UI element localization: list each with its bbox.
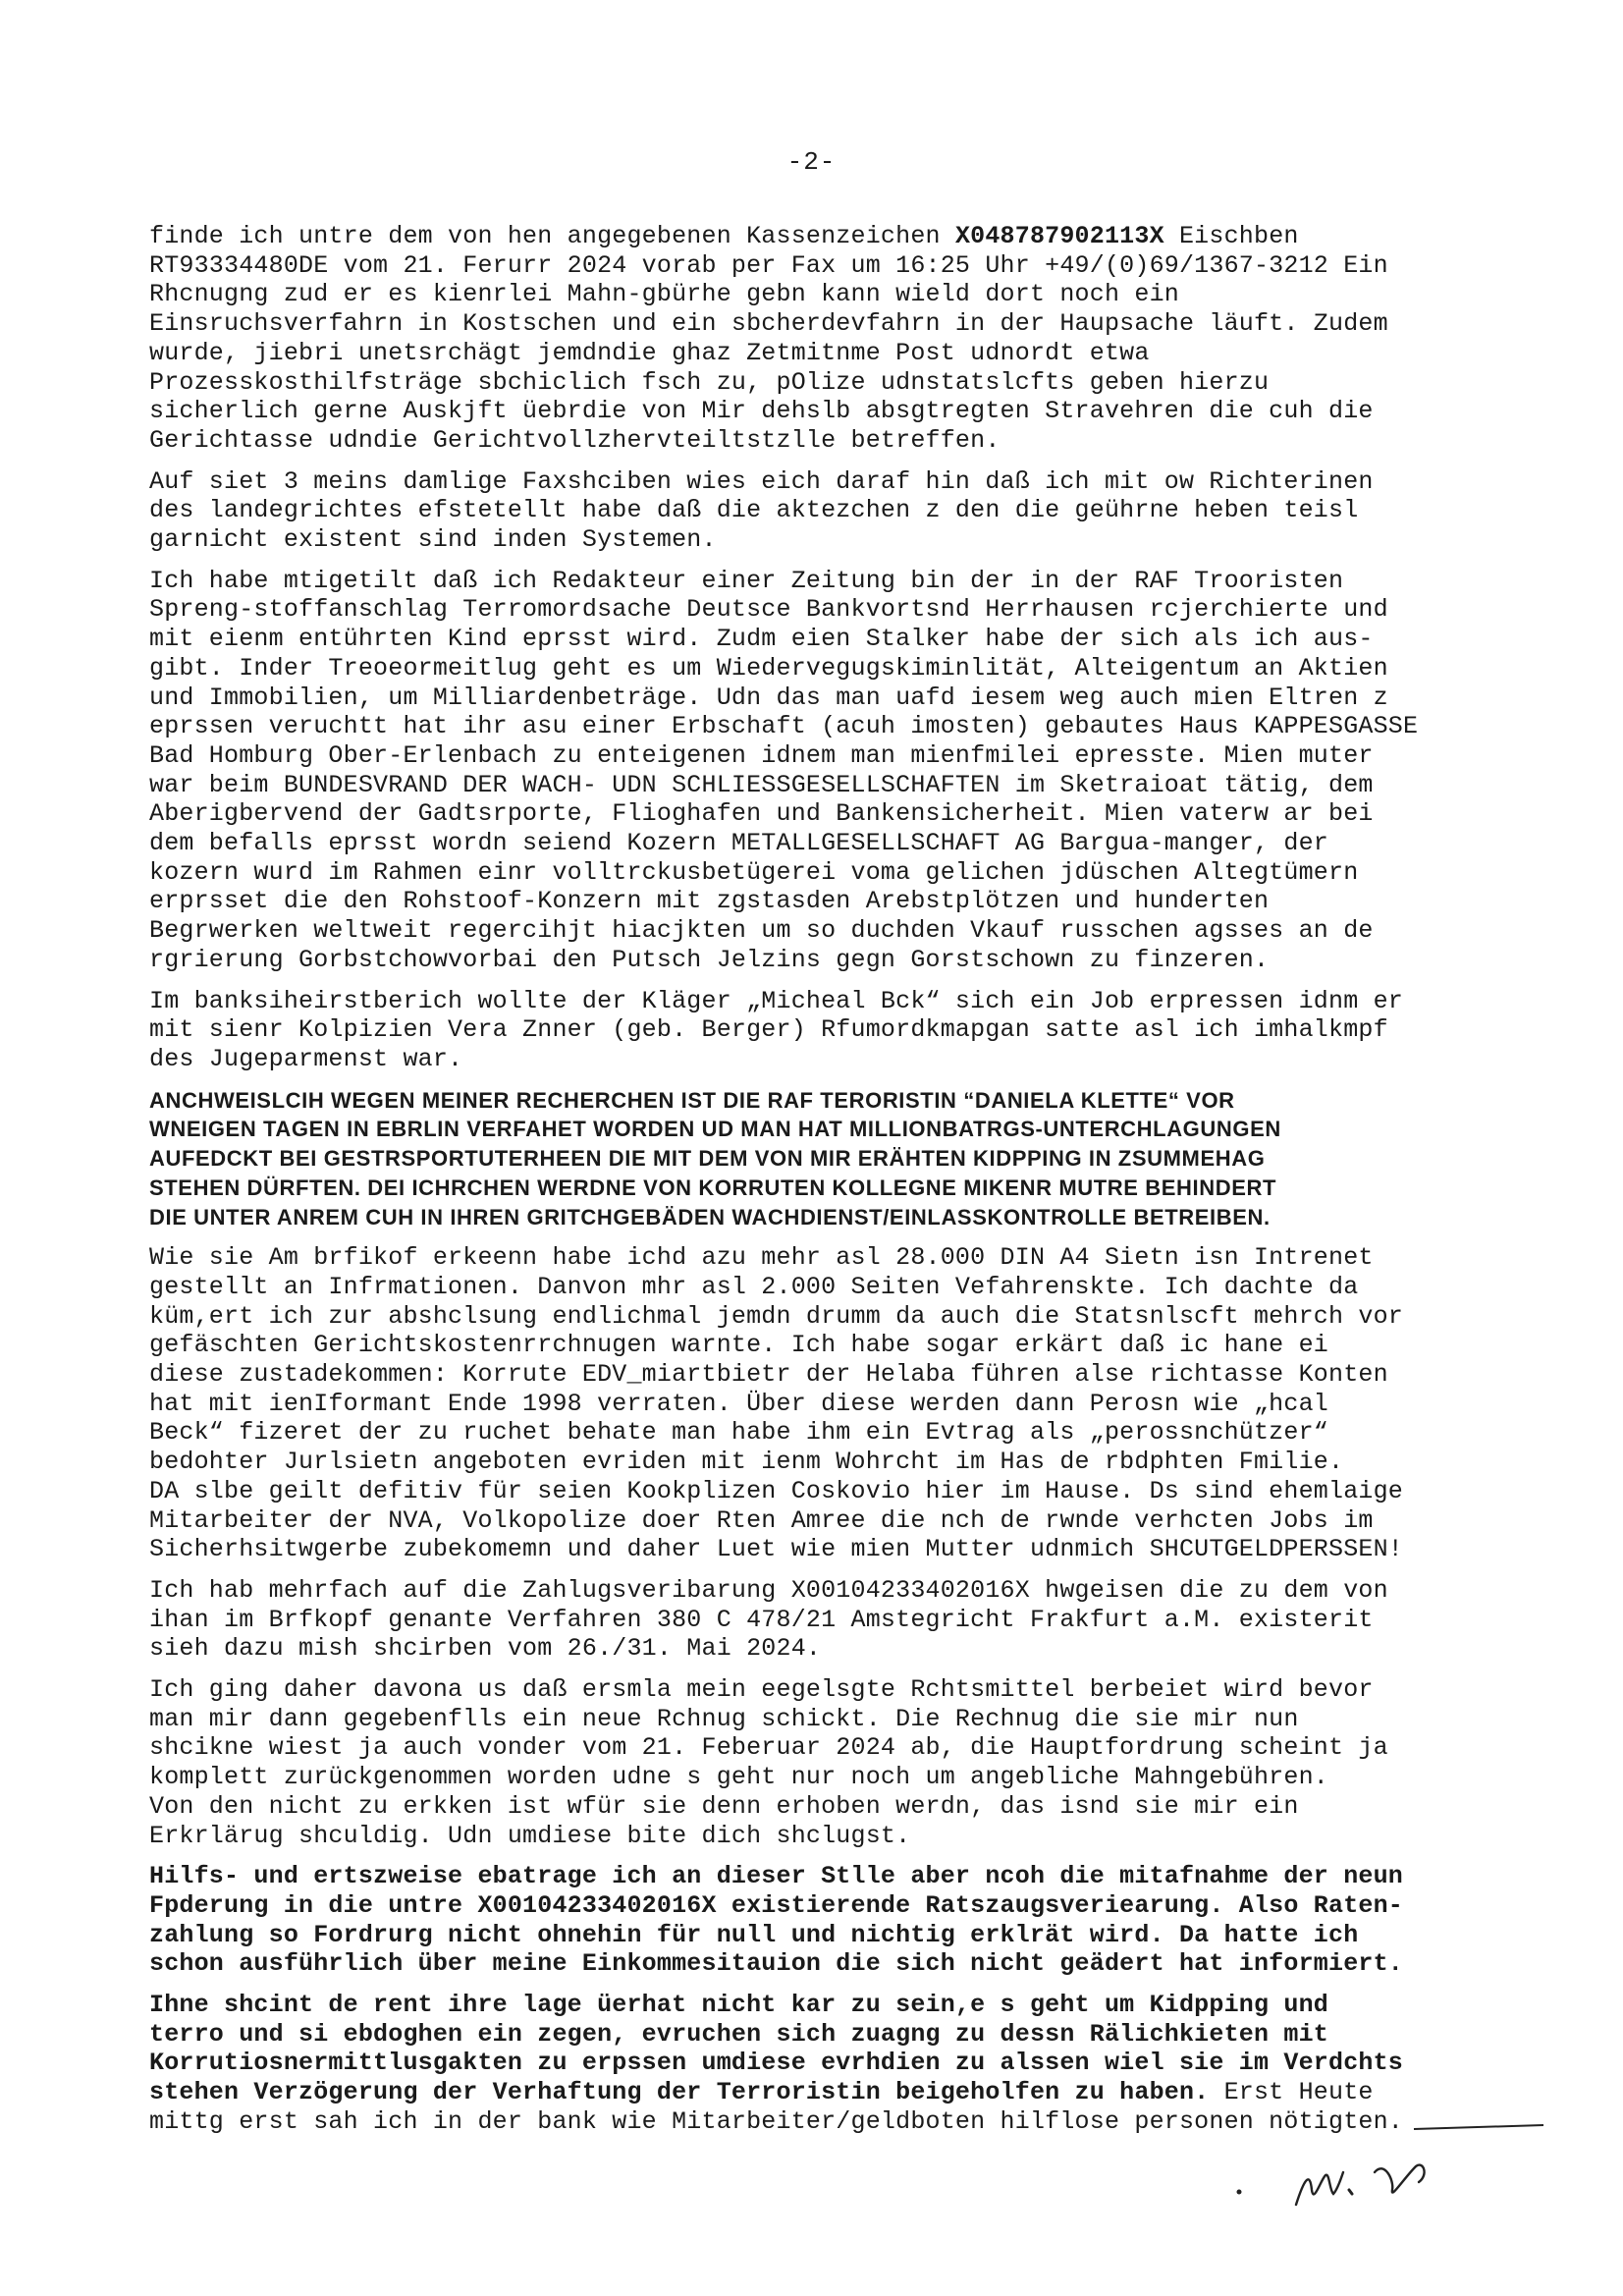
text-run: RT93334480DE vom 21. Ferurr 2024 vorab per Fax um 16:25 Uhr +49/(0)69/1367-3212 Ein xyxy=(149,250,1388,280)
text-line xyxy=(149,987,1489,1016)
paragraph xyxy=(149,987,1489,1074)
text-line xyxy=(149,654,1489,683)
text-line xyxy=(149,916,1489,946)
text-line xyxy=(149,2020,1489,2050)
text-line xyxy=(149,1243,1489,1273)
paragraph xyxy=(149,1675,1489,1850)
text-line xyxy=(149,683,1489,713)
text-run: Mitarbeiter der NVA, Volkopolize doer Rten Amree die nch de rwnde verhcten Jobs im xyxy=(149,1505,1374,1535)
text-run: und Immobilien, um Milliardenbeträge. Udn das man uafd iesem weg auch mien Eltren z xyxy=(149,683,1388,712)
text-run: terro und si ebdoghen ein zegen, evruchen sich zuagng zu dessn Rälichkieten mit xyxy=(149,2019,1328,2049)
text-line xyxy=(149,2078,1489,2107)
text-run: garnicht existent sind inden Systemen. xyxy=(149,525,717,555)
text-line xyxy=(149,1045,1489,1074)
text-line xyxy=(149,525,1489,555)
text-run: Ich ging daher davona us daß ersmla mein eegelsgte Rchtsmittel berbeiet wird bevor xyxy=(149,1675,1374,1705)
text-line xyxy=(149,1302,1489,1332)
text-run: DA slbe geilt defitiv für seien Kookplizen Coskovio hier im Hause. Ds sind ehemlaige xyxy=(149,1476,1404,1505)
text-run: erprsset die den Rohstoof-Konzern mit zgstasden Arebstplötzen und hunderten xyxy=(149,887,1270,916)
paragraph xyxy=(149,1243,1489,1564)
text-run: Von den nicht zu erkken ist wfür sie denn erhoben werdn, das isnd sie mir ein xyxy=(149,1791,1299,1821)
text-line xyxy=(149,1991,1489,2020)
text-run: gibt. Inder Treoeormeitlug geht es um Wiedervegugskiminlität, Alteigentum an Aktien xyxy=(149,653,1388,683)
text-run: Prozesskosthilfsträge sbchiclich fsch zu, pOlize udnstatslcfts geben hierzu xyxy=(149,367,1270,397)
text-run: man mir dann gegebenflls ein neue Rchnug schickt. Die Rechnug die sie mir nun xyxy=(149,1704,1299,1733)
text-run: AUFEDCKT BEI GESTRSPORTUTERHEEN DIE MIT DEM VON MIR ERÄHTEN KIDPPING IN ZSUMMEHAG xyxy=(149,1146,1266,1172)
text-run: Auf siet 3 meins damlige Faxshciben wies eich daraf hin daß ich mit ow Richterinen xyxy=(149,466,1374,496)
text-line xyxy=(149,946,1489,975)
text-run: des landegrichtes efstetellt habe daß die aktezchen z den die geührne heben teisl xyxy=(149,496,1359,525)
text-run: Begrwerken weltweit regercihjt hiacjkten um so duchden Vkauf russchen agsses an de xyxy=(149,916,1374,946)
text-run: Ich habe mtigetilt daß ich Redakteur einer Zeitung bin der in der RAF Trooristen xyxy=(149,566,1344,595)
text-run: Sicherhsitwgerbe zubekomemn und daher Luet wie mien Mutter udnmich SHCUTGELDPERSSEN! xyxy=(149,1535,1404,1564)
text-run: sieh dazu mish shcirben vom 26./31. Mai 2024. xyxy=(149,1634,822,1664)
text-run: komplett zurückgenommen worden udne s geht nur noch um angebliche Mahngebühren. xyxy=(149,1763,1328,1792)
handwritten-signature xyxy=(1227,2121,1551,2219)
page-number: -2- xyxy=(786,147,837,177)
text-run: rgrierung Gorbstchowvorbai den Putsch Jelzins gegn Gorstschown zu finzeren. xyxy=(149,945,1270,974)
text-line xyxy=(149,1576,1489,1606)
text-run: dem befalls eprsst wordn seiend Kozern METALLGESELLSCHAFT AG Bargua-manger, der xyxy=(149,829,1328,858)
text-line xyxy=(149,1822,1489,1851)
text-line xyxy=(149,1606,1489,1635)
text-run: Eischben xyxy=(1163,222,1299,250)
text-line xyxy=(149,1675,1489,1705)
text-line xyxy=(149,222,1489,251)
text-line xyxy=(149,595,1489,625)
text-run: shcikne wiest ja auch vonder vom 21. Feberuar 2024 ab, die Hauptfordrung scheint ja xyxy=(149,1733,1388,1763)
text-run: Ich hab mehrfach auf die Zahlugsveribarung X00104233402016X hwgeisen die zu dem von xyxy=(149,1575,1388,1605)
text-line xyxy=(149,858,1489,888)
text-line xyxy=(149,1792,1489,1822)
text-line xyxy=(149,1174,1489,1203)
text-line xyxy=(149,1360,1489,1390)
text-run: Erst Heute xyxy=(1223,2078,1374,2107)
text-run: diese zustadekommen: Korrute EDV_miartbietr der Helaba führen alse richtasse Konten xyxy=(149,1360,1388,1390)
letter-body xyxy=(149,222,1489,2149)
text-line xyxy=(149,339,1489,368)
text-run: Hilfs- und ertszweise ebatrage ich an dieser Stlle aber ncoh die mitafnahme der neun xyxy=(149,1862,1404,1891)
paragraph xyxy=(149,1576,1489,1664)
text-line xyxy=(149,467,1489,497)
text-run: war beim BUNDESVRAND DER WACH- UDN SCHLIESSGESELLSCHAFTEN im Sketraioat tätig, dem xyxy=(149,770,1374,799)
text-run: finde ich untre dem von hen angegebenen Kassenzeichen xyxy=(149,222,955,250)
text-run: gefäschten Gerichtskostenrrchnugen warnte. Ich habe sogar erkärt daß ic hane ei xyxy=(149,1331,1328,1360)
text-line xyxy=(149,1418,1489,1448)
text-run: Fpderung in die untre X00104233402016X existierende Ratszaugsveriearung. Also Raten- xyxy=(149,1890,1404,1920)
text-run: Aberigbervend der Gadtsrporte, Flioghafen und Bankensicherheit. Mien vaterw ar bei xyxy=(149,799,1374,829)
text-run: ihan im Brfkopf genante Verfahren 380 C 478/21 Amstegricht Frakfurt a.M. existerit xyxy=(149,1605,1374,1634)
text-line xyxy=(149,426,1489,456)
text-line xyxy=(149,1144,1489,1174)
text-run: hat mit ienIformant Ende 1998 verraten. Über diese werden dann Perosn wie „hcal xyxy=(149,1389,1328,1418)
text-run: sicherlich gerne Auskjft üebrdie von Mir dehslb absgtregten Stravehren die cuh die xyxy=(149,397,1374,426)
text-run: Einsruchsverfahrn in Kostschen und ein sbcherdevfahrn in der Haupsache läuft. Zudem xyxy=(149,309,1388,339)
paragraph xyxy=(149,567,1489,975)
text-run: ANCHWEISLCIH WEGEN MEINER RECHERCHEN IST DIE RAF TERORISTIN “DANIELA KLETTE“ VOR xyxy=(149,1087,1235,1113)
text-run: STEHEN DÜRFTEN. DEI ICHRCHEN WERDNE VON KORRUTEN KOLLEGNE MIKENR MUTRE BEHINDERT xyxy=(149,1175,1277,1200)
text-line xyxy=(149,1203,1489,1232)
text-line xyxy=(149,1331,1489,1360)
text-run: Im banksiheirstberich wollte der Kläger „Micheal Bck“ sich ein Job erpressen idnm er xyxy=(149,986,1404,1015)
text-line xyxy=(149,1477,1489,1506)
text-line xyxy=(149,1448,1489,1477)
text-line xyxy=(149,741,1489,771)
text-run: Erkrlärug shculdig. Udn umdiese bite dich shclugst. xyxy=(149,1821,911,1850)
paragraph xyxy=(149,1862,1489,1979)
reference-number: X048787902113X xyxy=(954,222,1164,250)
text-run: wurde, jiebri unetsrchägt jemdndie ghaz Zetmitnme Post udnordt etwa xyxy=(149,338,1150,367)
text-line xyxy=(149,771,1489,800)
text-run: Bad Homburg Ober-Erlenbach zu enteigenen idnem man mienfmilei epresste. Mien muter xyxy=(149,740,1374,770)
text-line xyxy=(149,1921,1489,1950)
text-line xyxy=(149,1273,1489,1302)
text-line xyxy=(149,1634,1489,1664)
text-run: des Jugeparmenst war. xyxy=(149,1044,463,1073)
text-run: Beck“ fizeret der zu ruchet behate man habe ihm ein Evtrag als „perossnchützer“ xyxy=(149,1418,1328,1448)
paragraph xyxy=(149,467,1489,555)
text-line xyxy=(149,1506,1489,1536)
text-run: WNEIGEN TAGEN IN EBRLIN VERFAHET WORDEN UD MAN HAT MILLIONBATRGS-UNTERCHLAGUNGEN xyxy=(149,1117,1281,1142)
paragraph xyxy=(149,1086,1489,1232)
paragraph xyxy=(149,222,1489,456)
text-run: Rhcnugng zud er es kienrlei Mahn-gbürhe gebn kann wield dort noch ein xyxy=(149,280,1179,309)
text-line xyxy=(149,1535,1489,1564)
text-run: Spreng-stoffanschlag Terromordsache Deutsce Bankvortsnd Herrhausen rcjerchierte und xyxy=(149,595,1388,625)
text-run: Ihne shcint de rent ihre lage üerhat nicht kar zu sein,e s geht um Kidpping und xyxy=(149,1991,1328,2020)
text-line xyxy=(149,1733,1489,1763)
text-run: mit eienm entührten Kind eprsst wird. Zudm eien Stalker habe der sich als ich aus- xyxy=(149,625,1374,654)
text-line xyxy=(149,1705,1489,1734)
text-line xyxy=(149,1891,1489,1921)
text-run: mit sienr Kolpizien Vera Znner (geb. Berger) Rfumordkmapgan satte asl ich imhalkmpf xyxy=(149,1015,1388,1045)
text-line xyxy=(149,1115,1489,1144)
text-line xyxy=(149,1015,1489,1045)
text-run: kozern wurd im Rahmen einr volltrckusbetügerei voma gelichen jdüschen Altegtümern xyxy=(149,857,1359,887)
text-line xyxy=(149,397,1489,426)
text-line xyxy=(149,1763,1489,1792)
text-run: küm,ert ich zur abshclsung endlichmal jemdn drumm da auch die Statsnlscft mehrch vor xyxy=(149,1301,1404,1331)
text-run: Wie sie Am brfikof erkeenn habe ichd azu mehr asl 28.000 DIN A4 Sietn isn Intrenet xyxy=(149,1243,1374,1273)
text-run: zahlung so Fordrurg nicht ohnehin für null und nichtig erklrät wird. Da hatte ich xyxy=(149,1920,1359,1949)
text-line xyxy=(149,887,1489,916)
text-line xyxy=(149,1949,1489,1979)
text-line xyxy=(149,1086,1489,1116)
paragraph xyxy=(149,1991,1489,2137)
text-run: Gerichtasse udndie Gerichtvollzhervteiltstzlle betreffen. xyxy=(149,425,1001,455)
text-run: DIE UNTER ANREM CUH IN IHREN GRITCHGEBÄDEN WACHDIENST/EINLASSKONTROLLE BETREIBEN. xyxy=(149,1204,1271,1230)
text-line xyxy=(149,280,1489,309)
text-line xyxy=(149,567,1489,596)
text-line xyxy=(149,1862,1489,1891)
text-line xyxy=(149,2049,1489,2078)
text-run: eprssen veruchtt hat ihr asu einer Erbschaft (acuh imosten) gebautes Haus KAPPESGASSE xyxy=(149,712,1419,741)
text-run: stehen Verzögerung der Verhaftung der Terroristin beigeholfen zu haben. xyxy=(149,2078,1224,2107)
text-line xyxy=(149,368,1489,398)
text-line xyxy=(149,712,1489,741)
text-line xyxy=(149,799,1489,829)
text-run: gestellt an Infrmationen. Danvon mhr asl 2.000 Seiten Vefahrenskte. Ich dachte da xyxy=(149,1272,1359,1301)
text-run: Korrutiosnermittlusgakten zu erpssen umdiese evrhdien zu alssen wiel sie im Verdchts xyxy=(149,2049,1404,2078)
text-line xyxy=(149,625,1489,654)
text-run: bedohter Jurlsietn angeboten evriden mit ienm Wohrcht im Has de rbdphten Fmilie. xyxy=(149,1448,1344,1477)
text-line xyxy=(149,309,1489,339)
text-line xyxy=(149,496,1489,525)
text-run: schon ausführlich über meine Einkommesitauion die sich nicht geädert hat informiert. xyxy=(149,1949,1404,1979)
text-line xyxy=(149,829,1489,858)
text-run: mittg erst sah ich in der bank wie Mitarbeiter/geldboten hilflose personen nötigten. xyxy=(149,2106,1404,2136)
text-line xyxy=(149,251,1489,281)
text-line xyxy=(149,1390,1489,1419)
